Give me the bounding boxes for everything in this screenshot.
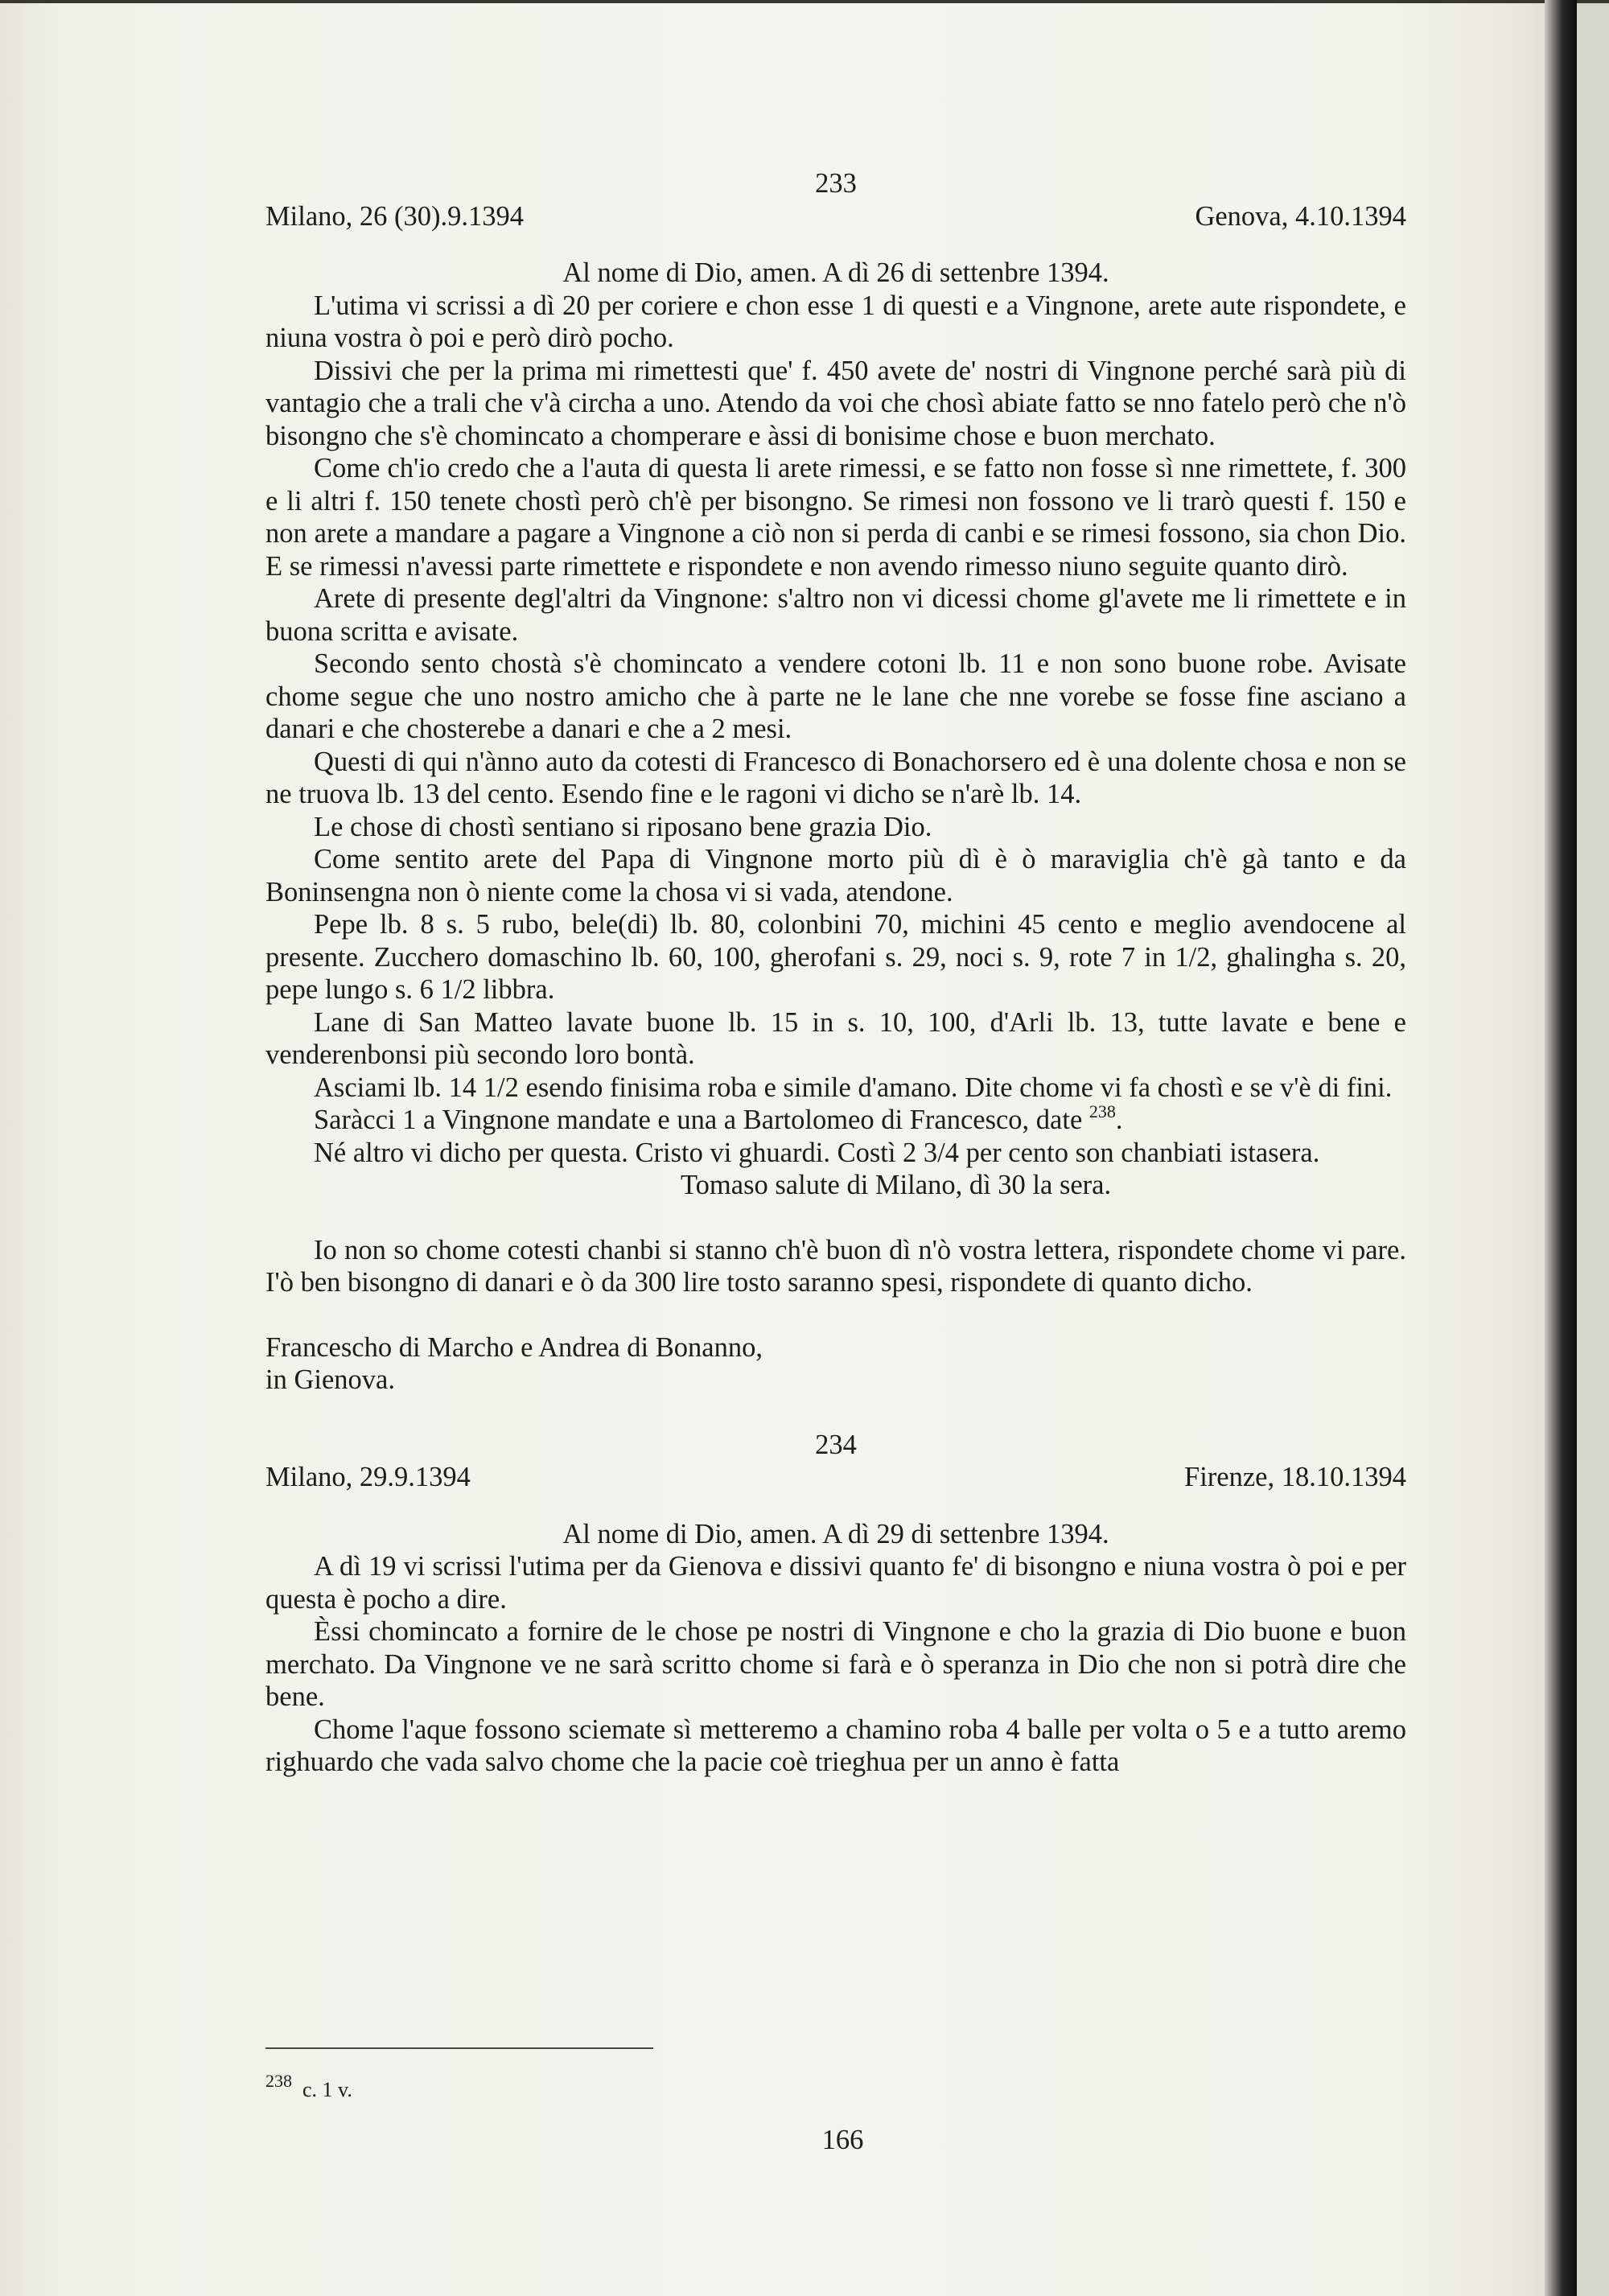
- footnote-number: 238: [265, 2071, 292, 2091]
- letter-paragraph: Chome l'aque fossono sciemate sì metteremo a chamino roba 4 balle per volta o 5 e a tutto aremo righuardo che vada salvo chome che la pacie coè trieghua per un anno è fatta: [265, 1714, 1406, 1777]
- letter-paragraph: Come ch'io credo che a l'auta di questa li arete rimessi, e se fatto non fosse sì nne rimettete, f. 300 e li altri f. 150 tenete chostì però ch'è per bisongno. Se rimesi non fossono ve li trarò questi f. 150 e non arete a mandare a pagare a Vingnone a ciò non si perda di canbi e se rimesi fossono, sia chon Dio. E se rimessi n'avessi parte rimettete e rispondete e non avendo rimesso niuno seguite quanto dirò.: [265, 453, 1406, 582]
- letter-address-line: in Gienova.: [265, 1364, 395, 1395]
- letter-destination: Firenze, 18.10.1394: [1184, 1462, 1406, 1492]
- letter-paragraph: Asciami lb. 14 1/2 esendo finisima roba e simile d'amano. Dite chome vi fa chostì e se v'è di fini.: [314, 1072, 1393, 1103]
- saracci-text: Saràcci 1 a Vingnone mandate e una a Bartolomeo di Francesco, date: [314, 1105, 1089, 1135]
- letter-origin: Milano, 26 (30).9.1394: [265, 200, 525, 232]
- letter-opening: Al nome di Dio, amen. A dì 29 di settenbre 1394.: [562, 1518, 1109, 1549]
- letter-paragraph: Secondo sento chostà s'è chomincato a vendere cotoni lb. 11 e non sono buone robe. Avisate chome segue che uno nostro amicho che à parte ne le lane che nne vorebe se fosse fine asciano a danari e che chosterebe a danari e che a 2 mesi.: [265, 648, 1406, 744]
- letter-dateline: [265, 200, 1406, 233]
- footnote-text: c. 1 v.: [302, 2078, 352, 2101]
- saracci-end: .: [1115, 1105, 1123, 1135]
- letter-paragraph: Arete di presente degl'altri da Vingnone: s'altro non vi dicessi chome gl'avete me li rimettete e in buona scritta e avisate.: [265, 583, 1406, 647]
- letter-closing: Tomaso salute di Milano, dì 30 la sera.: [681, 1170, 1112, 1200]
- letter-destination: Genova, 4.10.1394: [1195, 200, 1406, 232]
- page-number: 166: [821, 2125, 864, 2155]
- spacer: [265, 1299, 1406, 1331]
- letter-number: 233: [815, 168, 857, 199]
- spacer: [265, 1202, 1406, 1234]
- letter-paragraph: Pepe lb. 8 s. 5 rubo, bele(di) lb. 80, colonbini 70, michini 45 cento e meglio avendocene al presente. Zucchero domaschino lb. 60, 100, gherofani s. 29, noci s. 9, rote 7 in 1/2, ghalingha s. 20, pepe lungo s. 6 1/2 libbra.: [265, 909, 1406, 1005]
- footnote-rule: [265, 2047, 653, 2049]
- letter-paragraph: Questi di qui n'ànno auto da cotesti di Francesco di Bonachorsero ed è una dolente chosa e non se ne truova lb. 13 del cento. Esendo fine e le ragoni vi dicho se n'arè lb. 14.: [265, 746, 1406, 809]
- letter-postscript: Io non so chome cotesti chanbi si stanno ch'è buon dì n'ò vostra lettera, rispondete chome vi pare. I'ò ben bisongno di danari e ò da 300 lire tosto saranno spesi, rispondete di quanto dicho.: [265, 1234, 1406, 1298]
- letter-paragraph: Èssi chomincato a fornire de le chose pe nostri di Vingnone e cho la grazia di Dio buone e buon merchato. Da Vingnone ve ne sarà scritto chome si farà e ò speranza in Dio che non si potrà dire che bene.: [265, 1616, 1406, 1712]
- letter-paragraph: L'utima vi scrissi a dì 20 per coriere e chon esse 1 di questi e a Vingnone, arete aute rispondete, e niuna vostra ò poi e però dirò pocho.: [265, 290, 1406, 353]
- letter-paragraph: Né altro vi dicho per questa. Cristo vi ghuardi. Costì 2 3/4 per cento son chanbiati istasera.: [314, 1137, 1320, 1168]
- letter-paragraph: [265, 1101, 1406, 1137]
- letter-dateline: [265, 1461, 1406, 1494]
- letter-paragraph: Come sentito arete del Papa di Vingnone morto più dì è ò maraviglia ch'è gà tanto e da Boninsengna non ò niente come la chosa vi si vada, atendone.: [265, 844, 1406, 907]
- letter-paragraph: Lane di San Matteo lavate buone lb. 15 in s. 10, 100, d'Arli lb. 13, tutte lavate e bene e venderenbonsi più secondo loro bontà.: [265, 1006, 1406, 1070]
- letter-opening: Al nome di Dio, amen. A dì 26 di settenbre 1394.: [562, 257, 1109, 288]
- letter-origin: Milano, 29.9.1394: [265, 1462, 471, 1492]
- book-spine-shadow: [1545, 0, 1577, 2296]
- letter-paragraph: Dissivi che per la prima mi rimettesti que' f. 450 avete de' nostri di Vingnone perché sarà più di vantagio che a trali che v'à circha a uno. Atendo da voi che chosì abiate fatto se nno fatelo però che n'ò bisongno che s'è chomincato a chomperare e àssi di bonisime chose e buon merchato.: [265, 355, 1406, 451]
- letter-paragraph: Le chose di chostì sentiano si riposano bene grazia Dio.: [314, 811, 932, 842]
- page-top-edge: [0, 0, 1609, 3]
- letter-paragraph: A dì 19 vi scrissi l'utima per da Gienova e dissivi quanto fe' di bisongno e niuna vostra ò poi e per questa è pocho a dire.: [265, 1551, 1406, 1615]
- footnote-reference: 238: [1088, 1101, 1116, 1121]
- spacer: [265, 1397, 1406, 1429]
- letter-number: 234: [815, 1429, 857, 1460]
- main-text: [265, 167, 1406, 1779]
- footnote: [265, 2071, 352, 2102]
- letter-address-line: Francescho di Marcho e Andrea di Bonanno,: [265, 1331, 763, 1363]
